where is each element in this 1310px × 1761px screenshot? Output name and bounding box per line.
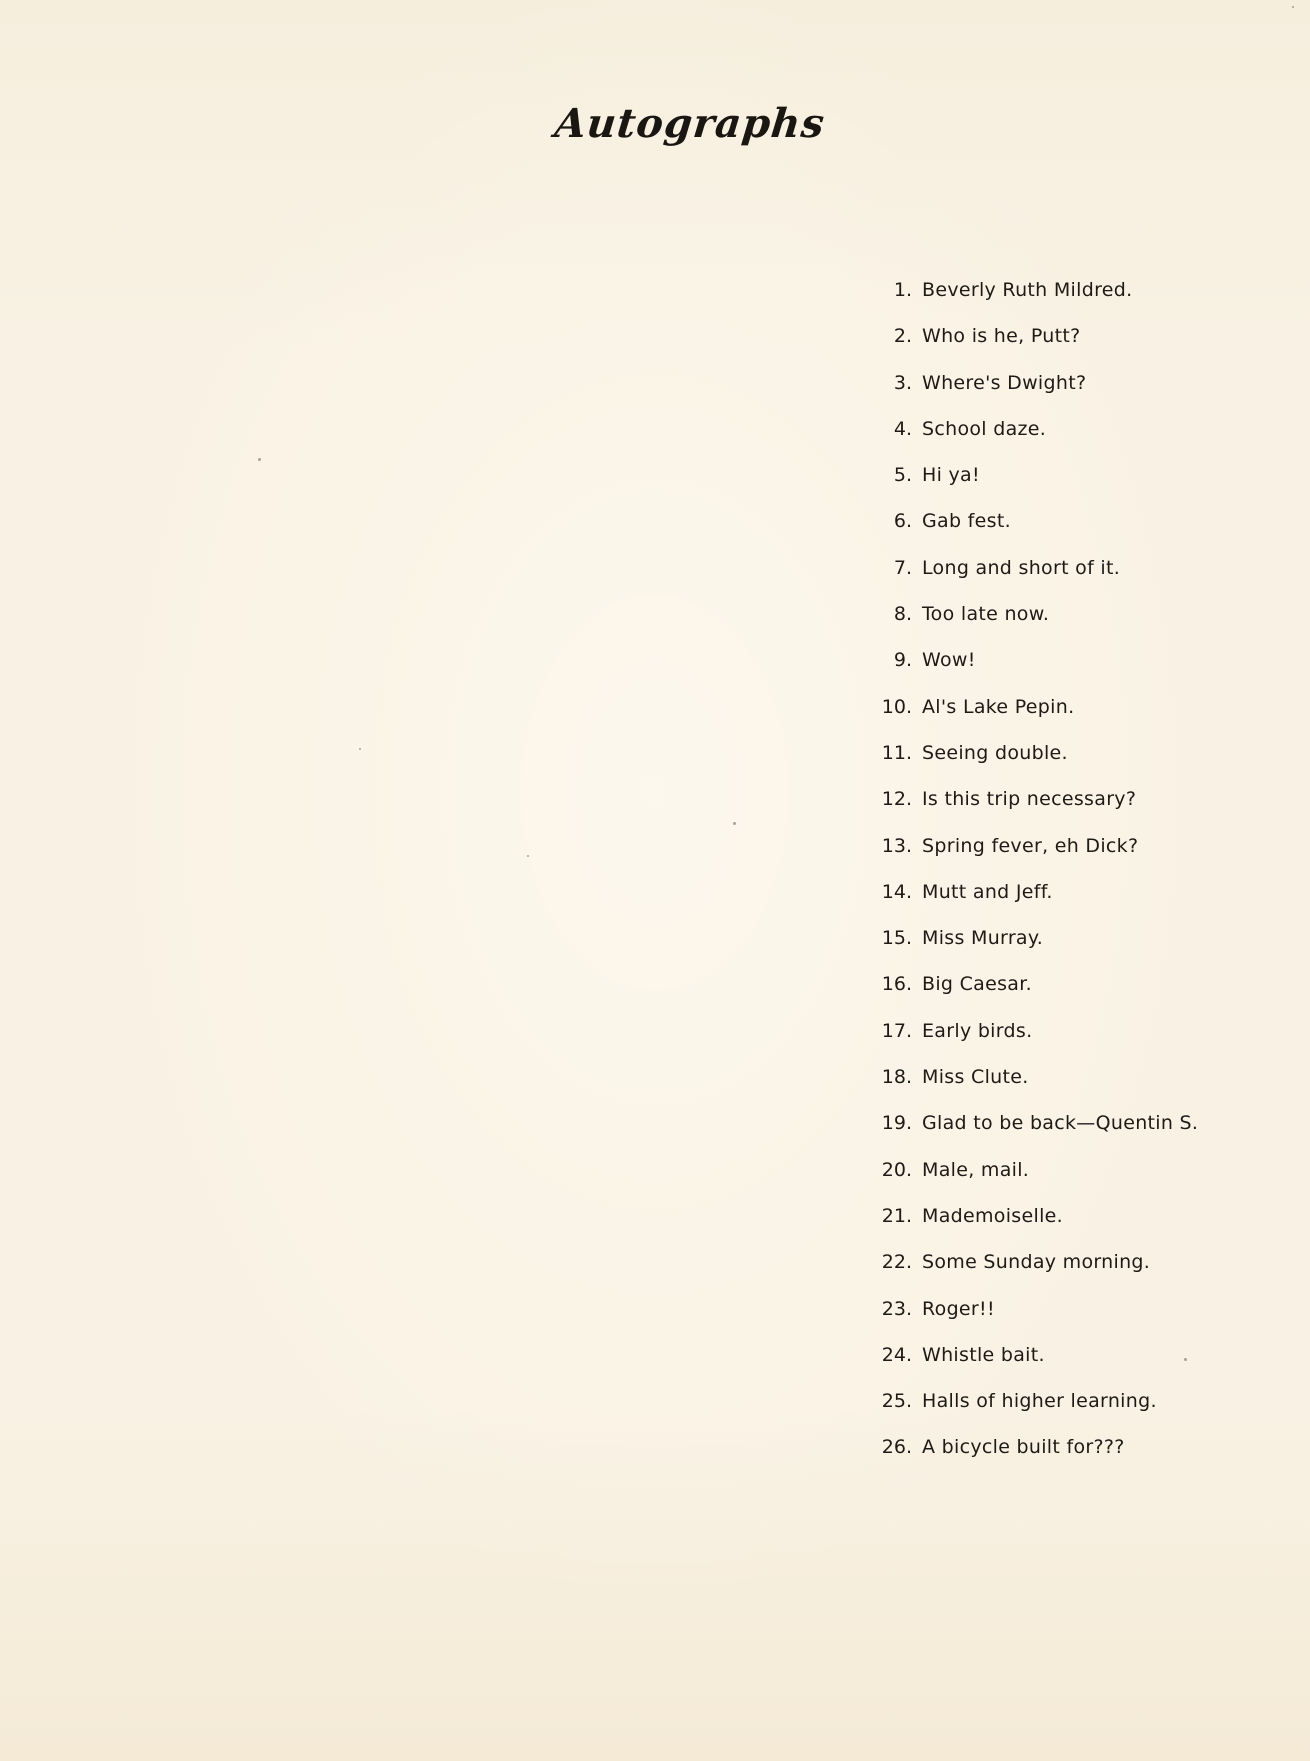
caption-text: Some Sunday morning.	[922, 1251, 1151, 1274]
caption-number: 10.	[881, 695, 912, 718]
caption-number: 19.	[881, 1112, 912, 1135]
caption-text: A bicycle built for???	[922, 1436, 1125, 1459]
caption-number: 8.	[893, 603, 912, 626]
caption-item	[870, 741, 1300, 787]
caption-item	[870, 602, 1300, 648]
caption-text: Beverly Ruth Mildred.	[922, 279, 1133, 301]
caption-number: 4.	[893, 417, 912, 440]
caption-number: 11.	[881, 741, 912, 764]
caption-list	[870, 278, 1300, 1482]
caption-item	[870, 1158, 1300, 1204]
caption-text: Too late now.	[922, 603, 1050, 626]
caption-text: Roger!!	[922, 1297, 995, 1320]
caption-item	[870, 371, 1300, 417]
caption-number: 25.	[881, 1390, 912, 1413]
caption-number: 20.	[881, 1158, 912, 1181]
paper-speck	[258, 458, 261, 461]
caption-number: 23.	[881, 1297, 912, 1320]
caption-text: Glad to be back—Quentin S.	[922, 1112, 1199, 1135]
caption-text: Hi ya!	[922, 464, 980, 487]
caption-text: School daze.	[922, 417, 1047, 440]
caption-item	[870, 1297, 1300, 1343]
caption-number: 18.	[881, 1066, 912, 1089]
caption-item	[870, 417, 1300, 463]
paper-speck	[1292, 6, 1294, 8]
caption-item	[870, 1389, 1300, 1435]
caption-item	[870, 926, 1300, 972]
paper-speck	[359, 748, 361, 750]
caption-item	[870, 1204, 1300, 1250]
caption-item	[870, 1019, 1300, 1065]
caption-text: Whistle bait.	[922, 1343, 1045, 1366]
page-title: Autographs	[552, 100, 828, 147]
caption-text: Mademoiselle.	[922, 1204, 1063, 1227]
caption-text: Mutt and Jeff.	[922, 880, 1053, 903]
caption-number: 22.	[881, 1251, 912, 1274]
caption-item	[870, 880, 1300, 926]
caption-item	[870, 1435, 1300, 1481]
caption-item	[870, 324, 1300, 370]
caption-number: 17.	[881, 1019, 912, 1042]
caption-item	[870, 648, 1300, 694]
caption-item	[870, 1343, 1300, 1389]
caption-text: Is this trip necessary?	[922, 788, 1137, 811]
caption-item	[870, 463, 1300, 509]
caption-text: Miss Clute.	[922, 1066, 1029, 1089]
caption-text: Big Caesar.	[922, 973, 1032, 996]
caption-item	[870, 1065, 1300, 1111]
caption-text: Miss Murray.	[922, 927, 1044, 950]
caption-number: 14.	[881, 880, 912, 903]
caption-item	[870, 509, 1300, 555]
caption-text: Gab fest.	[922, 510, 1011, 533]
caption-item	[870, 556, 1300, 602]
caption-text: Where's Dwight?	[922, 371, 1087, 394]
caption-text: Wow!	[922, 649, 976, 672]
caption-text: Halls of higher learning.	[922, 1390, 1157, 1413]
caption-text: Male, mail.	[922, 1158, 1030, 1181]
caption-text: Spring fever, eh Dick?	[922, 834, 1139, 857]
caption-item	[870, 695, 1300, 741]
caption-number: 13.	[881, 834, 912, 857]
caption-number: 5.	[893, 464, 912, 487]
caption-item	[870, 834, 1300, 880]
caption-text: Long and short of it.	[922, 556, 1121, 579]
caption-number: 16.	[881, 973, 912, 996]
caption-number: 24.	[881, 1343, 912, 1366]
caption-number: 6.	[893, 510, 912, 533]
caption-item	[870, 1250, 1300, 1296]
caption-text: Al's Lake Pepin.	[922, 695, 1075, 718]
caption-number: 26.	[881, 1436, 912, 1459]
caption-number: 1.	[893, 279, 912, 301]
caption-number: 2.	[893, 325, 912, 348]
caption-text: Who is he, Putt?	[922, 325, 1081, 348]
caption-item	[870, 972, 1300, 1018]
caption-text: Seeing double.	[922, 741, 1068, 764]
paper-speck	[527, 855, 529, 857]
caption-item	[870, 1111, 1300, 1157]
paper-speck	[733, 822, 736, 825]
caption-item	[870, 787, 1300, 833]
caption-number: 15.	[881, 927, 912, 950]
caption-item	[870, 278, 1300, 324]
caption-number: 3.	[893, 371, 912, 394]
caption-text: Early birds.	[922, 1019, 1033, 1042]
caption-number: 7.	[893, 556, 912, 579]
caption-number: 9.	[893, 649, 912, 672]
caption-number: 21.	[881, 1204, 912, 1227]
caption-number: 12.	[881, 788, 912, 811]
